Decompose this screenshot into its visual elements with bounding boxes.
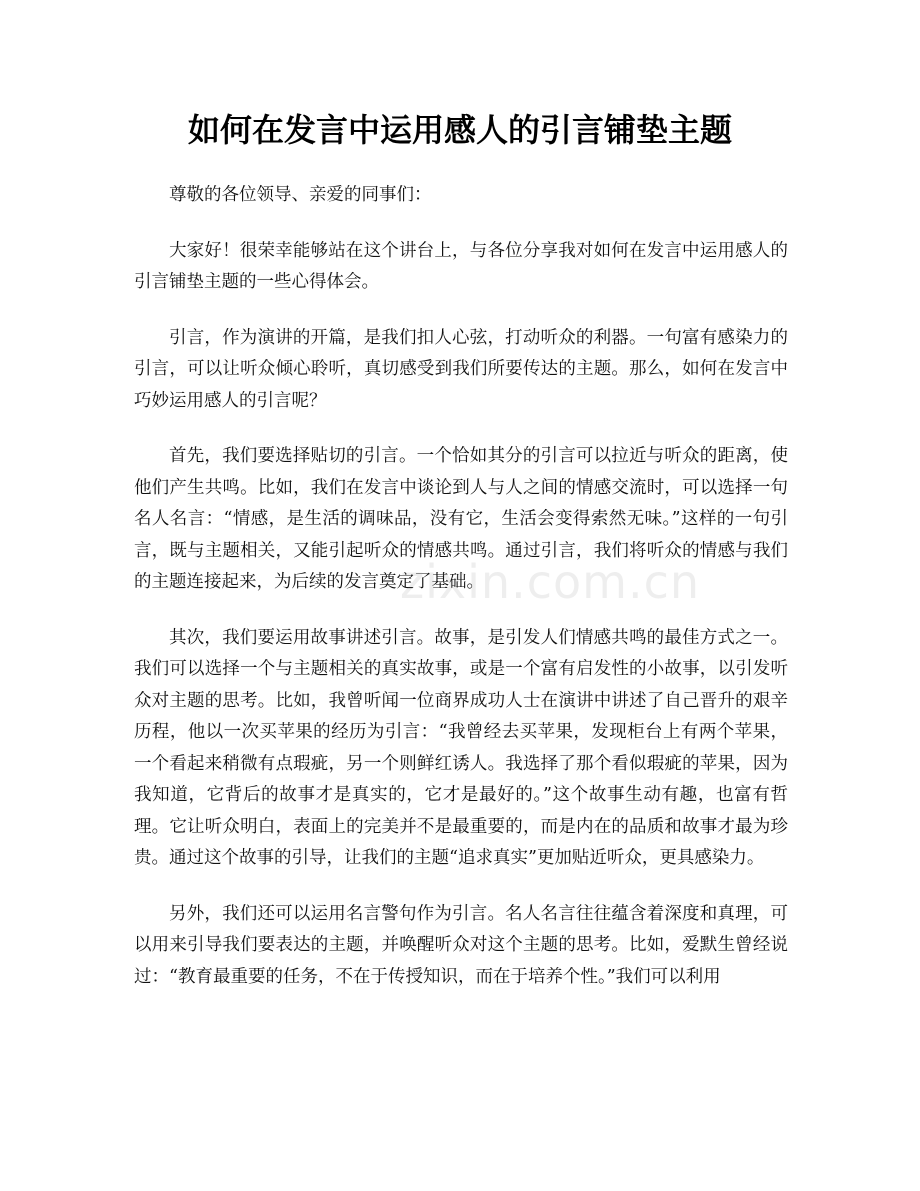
document-body xyxy=(134,180,788,1017)
paragraph-first-point: 首先，我们要选择贴切的引言。一个恰如其分的引言可以拉近与听众的距离，使他们产生共鸣。比如，我们在发言中谈论到人与人之间的情感交流时，可以选择一句名人名言：“情感，是生活的调味品，没有它，生活会变得索然无味。”这样的一句引言，既与主题相关，又能引起听众的情感共鸣。通过引言，我们将听众的情感与我们的主题连接起来，为后续的发言奠定了基础。 xyxy=(134,446,788,592)
paragraph-second-point: 其次，我们要运用故事讲述引言。故事，是引发人们情感共鸣的最佳方式之一。我们可以选择一个与主题相关的真实故事，或是一个富有启发性的小故事，以引发听众对主题的思考。比如，我曾听闻一位商界成功人士在演讲中讲述了自己晋升的艰辛历程，他以一次买苹果的经历为引言：“我曾经去买苹果，发现柜台上有两个苹果，一个看起来稍微有点瑕疵，另一个则鲜红诱人。我选择了那个看似瑕疵的苹果，因为我知道，它背后的故事才是真实的，它才是最好的。”这个故事生动有趣，也富有哲理。它让听众明白，表面上的完美并不是最重要的，而是内在的品质和故事才最为珍贵。通过这个故事的引导，让我们的主题“追求真实”更加贴近听众，更具感染力。 xyxy=(134,627,788,868)
document-title: 如何在发言中运用感人的引言铺垫主题 xyxy=(187,111,732,149)
paragraph-intro: 大家好！很荣幸能够站在这个讲台上，与各位分享我对如何在发言中运用感人的引言铺垫主题的一些心得体会。 xyxy=(134,240,788,292)
paragraph-greeting: 尊敬的各位领导、亲爱的同事们： xyxy=(169,185,432,205)
paragraph-quote-definition: 引言，作为演讲的开篇，是我们扣人心弦，打动听众的利器。一句富有感染力的引言，可以让听众倾心聆听，真切感受到我们所要传达的主题。那么，如何在发言中巧妙运用感人的引言呢？ xyxy=(134,327,788,411)
paragraph-third-point: 另外，我们还可以运用名言警句作为引言。名人名言往往蕴含着深度和真理，可以用来引导我们要表达的主题，并唤醒听众对这个主题的思考。比如，爱默生曾经说过：“教育最重要的任务，不在于传授知识，而在于培养个性。”我们可以利用 xyxy=(134,903,788,987)
watermark-text: zixin.com.cn xyxy=(400,555,701,609)
